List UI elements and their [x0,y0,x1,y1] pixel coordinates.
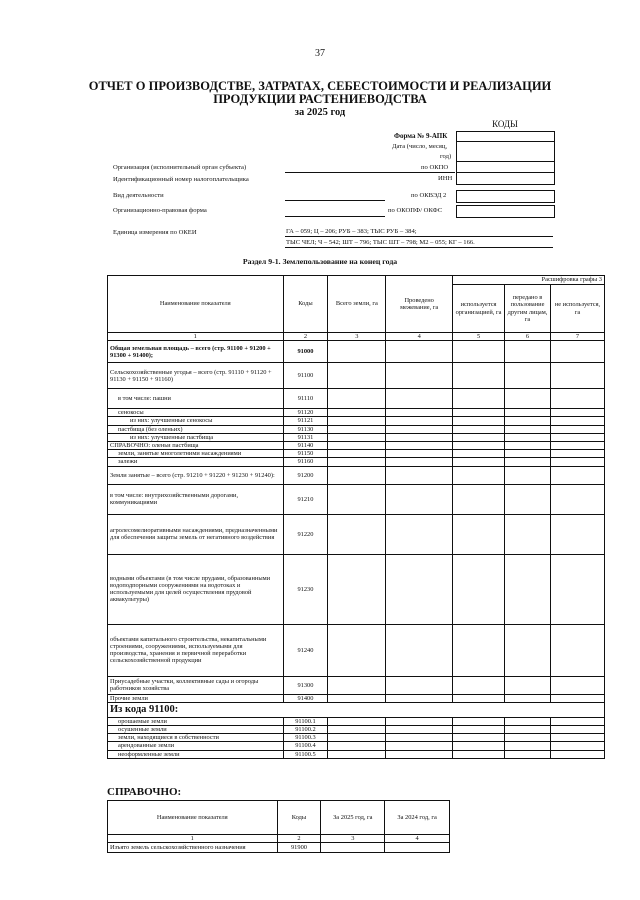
row-name: в том числе: внутрихозяйственными дорогами, коммуникациями [108,484,284,514]
codes-date-box [456,141,555,163]
row-code: 91220 [283,514,328,554]
col-num: 7 [551,333,605,341]
ref-column-numbers-row [108,835,450,843]
organization-label: Организация (исполнительный орган субъекта) [113,164,247,171]
row-name: земли, находящиеся в собственности [108,734,284,742]
table-row [108,624,605,676]
table-row [108,409,605,417]
taxpayer-id-label: Идентификационный номер налогоплательщика [113,176,249,183]
reference-title: СПРАВОЧНО: [107,786,182,798]
header-breakdown: Расшифровка графы 3 [453,276,605,285]
row-code: 91210 [283,484,328,514]
ref-header-2025: За 2025 год, га [321,801,385,835]
organization-line [285,172,455,173]
row-code: 91300 [283,676,328,694]
row-name: объектами капитального строительства, некапитальными строениями, сооружениями, используемыми для производства, хранения и первичной переработки сельскохозяйственной продукции [108,624,284,676]
col-num: 4 [386,333,453,341]
row-code: 91400 [283,694,328,702]
row-name: пастбища (без оленьих) [108,425,284,433]
col-num: 4 [385,835,450,843]
row-name: водными объектами (в том числе прудами, образованными водоподпорными сооружениями на водотоках и используемыми для целей осуществления прудовой аквакультуры) [108,554,284,624]
okved-label: по ОКВЭД 2 [411,192,447,199]
row-name: Сельскохозяйственные угодья – всего (стр. 91110 + 91120 + 91130 + 91150 + 91160) [108,363,284,389]
row-code: 91900 [277,843,321,853]
table-row [108,363,605,389]
row-name: сенокосы [108,409,284,417]
table-row [108,458,605,466]
row-code: 91121 [283,417,328,425]
table-row [108,442,605,450]
units-label: Единица измерения по ОКЕИ [113,229,197,236]
report-period: за 2025 год [294,107,346,118]
page-number: 37 [315,48,325,59]
col-num: 1 [108,333,284,341]
inn-label: ИНН [438,175,453,182]
col-num: 2 [283,333,328,341]
row-code: 91131 [283,433,328,441]
from-code-title: Из кода 91100: [108,702,605,717]
table-row [108,694,605,702]
ref-header-code: Коды [277,801,321,835]
header-transferred: передано в пользование другим лицам, га [505,285,551,333]
units-underline-1 [285,236,553,237]
section-title: Раздел 9-1. Землепользование на конец года [242,257,398,266]
okopf-label: по ОКОПФ/ ОКФС [388,207,443,214]
row-name: из них: улучшенные пастбища [108,433,284,441]
col-num: 1 [108,835,278,843]
row-code: 91100.3 [283,734,328,742]
row-code: 91130 [283,425,328,433]
reference-table [107,800,450,853]
report-title [80,80,560,106]
row-name: СПРАВОЧНО: оленьи пастбища [108,442,284,450]
table-row [108,554,605,624]
row-name: из них: улучшенные сенокосы [108,417,284,425]
row-code: 91150 [283,450,328,458]
col-num: 3 [321,835,385,843]
row-code: 91200 [283,466,328,484]
title-line-2: ПРОДУКЦИИ РАСТЕНИЕВОДСТВА [213,92,427,106]
table-row [108,734,605,742]
table-row [108,750,605,758]
row-name: Земли занятые – всего (стр. 91210 + 91220 + 91230 + 91240): [108,466,284,484]
row-name: залежи [108,458,284,466]
row-name: осушенные земли [108,726,284,734]
okpo-label: по ОКПО [421,164,449,171]
row-code: 91230 [283,554,328,624]
codes-header: КОДЫ [492,119,518,129]
row-code: 91100.4 [283,742,328,750]
table-row [108,450,605,458]
row-name: в том числе: пашни [108,389,284,409]
header-name: Наименование показателя [108,276,284,333]
row-code: 91140 [283,442,328,450]
legal-form-label: Организационно-правовая форма [113,207,207,214]
table-row [108,433,605,441]
row-name: Прочие земли [108,694,284,702]
col-num: 5 [453,333,505,341]
table-row [108,425,605,433]
header-total: Всего земли, га [328,276,386,333]
row-code: 91100.5 [283,750,328,758]
date-label-1: Дата (число, месяц, [392,143,448,150]
col-num: 6 [505,333,551,341]
codes-inn-box [456,172,555,185]
row-name: орошаемые земли [108,717,284,725]
units-underline-2 [285,247,553,248]
table-row [108,742,605,750]
table-row [108,389,605,409]
header-used-by-org: используется организацией, га [453,285,505,333]
table-row [108,676,605,694]
row-name: земли, занятые многолетними насаждениями [108,450,284,458]
codes-okopf-box [456,205,555,218]
row-code: 91100.1 [283,717,328,725]
units-line-2: ТЫС ЧЕЛ; Ч – 542; ШТ – 796; ТЫС ШТ – 798; М2 – 055; КГ – 166. [286,239,475,246]
header-not-used: не используется, га [551,285,605,333]
table-row [108,341,605,363]
row-code: 91100.2 [283,726,328,734]
units-line-1: ГА – 059; Ц – 206; РУБ – 383; ТЫС РУБ – 384; [286,228,417,235]
row-code: 91160 [283,458,328,466]
table-row [108,717,605,725]
table-row [108,843,450,853]
row-name: Приусадебные участки, коллективные сады и огороды работников хозяйства [108,676,284,694]
table-row [108,484,605,514]
ref-header-name: Наименование показателя [108,801,278,835]
row-name: Общая земельная площадь – всего (стр. 91100 + 91200 + 91300 + 91400); [108,341,284,363]
row-code: 91110 [283,389,328,409]
row-name: Изъято земель сельскохозяйственного назначения [108,843,278,853]
codes-okved-box [456,190,555,203]
activity-label: Вид деятельности [113,192,164,199]
row-code: 91000 [283,341,328,363]
form-label: Форма № 9-АПК [394,132,448,140]
column-numbers-row [108,333,605,341]
col-num: 2 [277,835,321,843]
title-line-1: ОТЧЕТ О ПРОИЗВОДСТВЕ, ЗАТРАТАХ, СЕБЕСТОИМОСТИ И РЕАЛИЗАЦИИ [88,79,552,93]
date-label-2: год) [440,153,452,160]
land-use-table [107,275,605,759]
ref-header-2024: За 2024 год, га [385,801,450,835]
table-row [108,514,605,554]
row-name: агролесомелиоративными насаждениями, предназначенными для обеспечения защиты земель от негативного воздействия [108,514,284,554]
table-row [108,466,605,484]
row-code: 91100 [283,363,328,389]
row-code: 91240 [283,624,328,676]
row-name: арендованные земли [108,742,284,750]
legal-form-line [285,216,385,217]
header-code: Коды [283,276,328,333]
table-row [108,726,605,734]
col-num: 3 [328,333,386,341]
table-row [108,417,605,425]
header-reclaimed: Проведено межевание, га [386,276,453,333]
activity-line [285,200,385,201]
row-name: неоформленные земли [108,750,284,758]
row-code: 91120 [283,409,328,417]
